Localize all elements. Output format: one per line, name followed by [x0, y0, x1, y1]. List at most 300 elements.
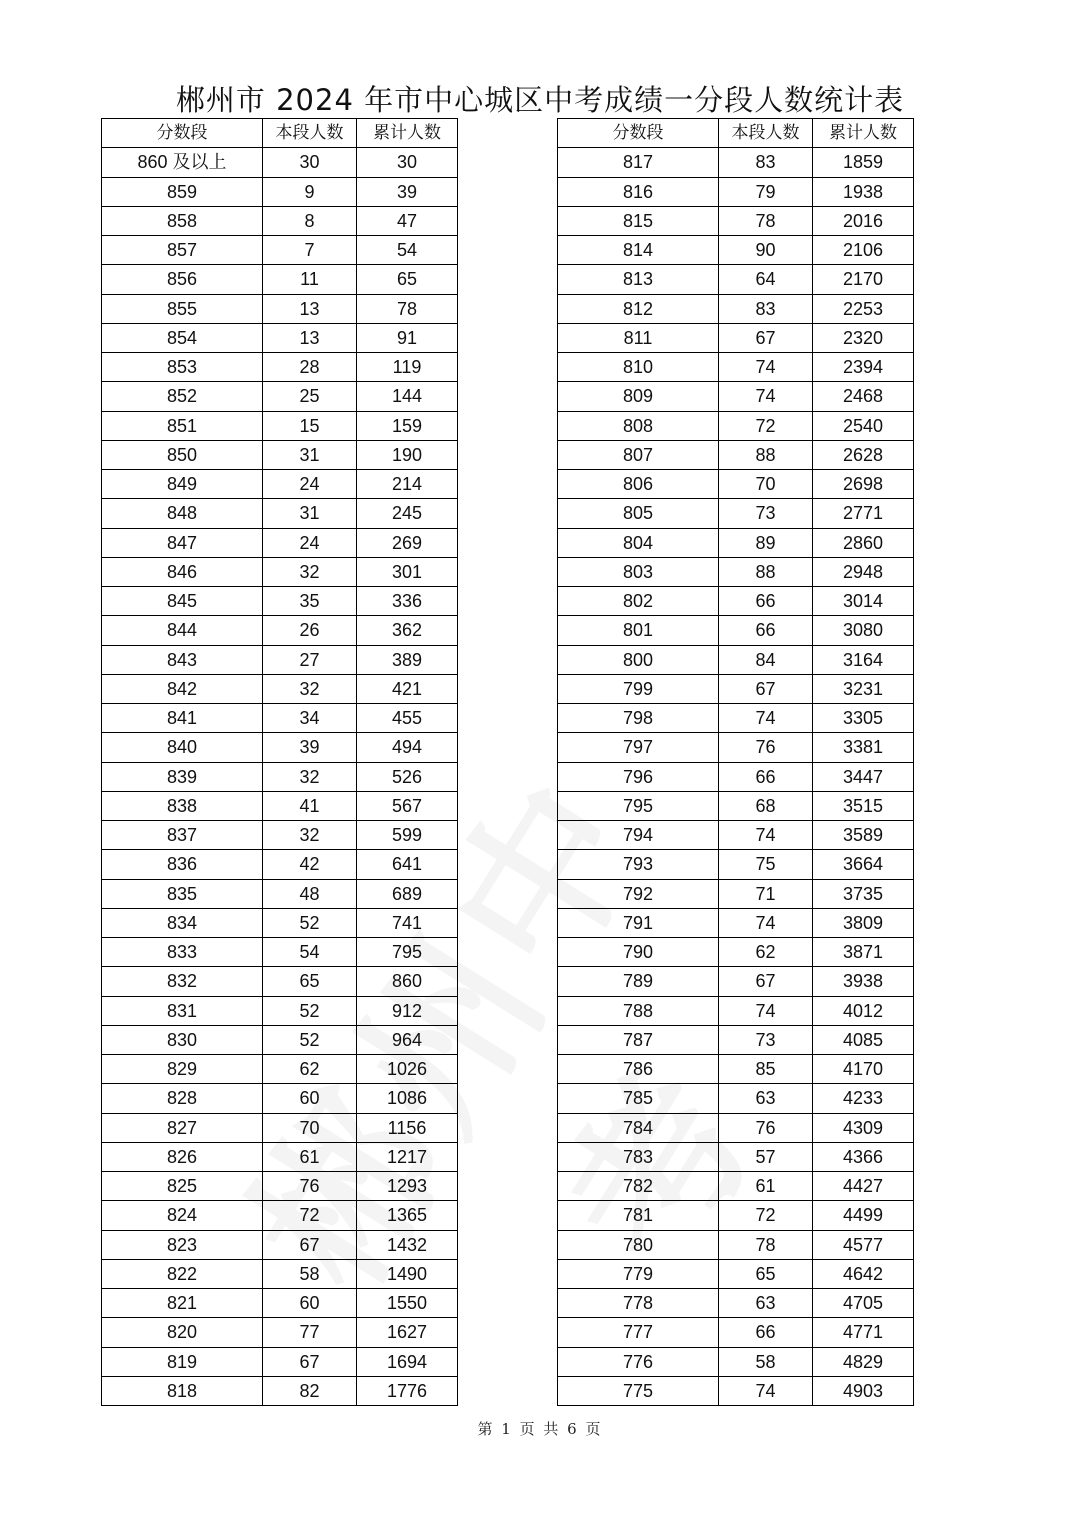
cell-score-range: 825: [102, 1172, 263, 1201]
cell-segment-count: 74: [719, 908, 813, 937]
cell-score-range: 799: [558, 674, 719, 703]
cell-cumulative-count: 526: [357, 762, 458, 791]
cell-score-range: 827: [102, 1113, 263, 1142]
cell-cumulative-count: 362: [357, 616, 458, 645]
table-row: [102, 557, 458, 586]
cell-segment-count: 30: [263, 148, 357, 177]
cell-segment-count: 62: [719, 938, 813, 967]
cell-segment-count: 66: [719, 1318, 813, 1347]
cell-cumulative-count: 2948: [813, 557, 914, 586]
cell-cumulative-count: 214: [357, 470, 458, 499]
table-row: [558, 1201, 914, 1230]
table-row: [558, 353, 914, 382]
header-score-range: 分数段: [558, 119, 719, 148]
cell-cumulative-count: 1365: [357, 1201, 458, 1230]
table-row: [558, 1025, 914, 1054]
cell-cumulative-count: 1490: [357, 1259, 458, 1288]
table-row: [102, 1289, 458, 1318]
table-row: [102, 791, 458, 820]
cell-score-range: 788: [558, 996, 719, 1025]
cell-segment-count: 76: [263, 1172, 357, 1201]
cell-cumulative-count: 2860: [813, 528, 914, 557]
table-row: [558, 557, 914, 586]
cell-score-range: 794: [558, 821, 719, 850]
cell-cumulative-count: 860: [357, 967, 458, 996]
cell-score-range: 836: [102, 850, 263, 879]
cell-score-range: 784: [558, 1113, 719, 1142]
cell-score-range: 820: [102, 1318, 263, 1347]
cell-cumulative-count: 91: [357, 323, 458, 352]
cell-segment-count: 60: [263, 1084, 357, 1113]
cell-score-range: 813: [558, 265, 719, 294]
cell-segment-count: 74: [719, 704, 813, 733]
cell-cumulative-count: 4012: [813, 996, 914, 1025]
header-segment-count: 本段人数: [263, 119, 357, 148]
cell-cumulative-count: 2698: [813, 470, 914, 499]
cell-score-range: 812: [558, 294, 719, 323]
cell-cumulative-count: 4427: [813, 1172, 914, 1201]
table-row: [102, 733, 458, 762]
cell-segment-count: 84: [719, 645, 813, 674]
header-cumulative-count: 累计人数: [357, 119, 458, 148]
table-row: [102, 382, 458, 411]
table-row: [558, 1318, 914, 1347]
cell-segment-count: 34: [263, 704, 357, 733]
page-footer: 第 1 页 共 6 页: [477, 1420, 603, 1438]
cell-segment-count: 63: [719, 1084, 813, 1113]
cell-score-range: 777: [558, 1318, 719, 1347]
cell-segment-count: 73: [719, 499, 813, 528]
cell-score-range: 805: [558, 499, 719, 528]
table-row: [102, 440, 458, 469]
cell-cumulative-count: 65: [357, 265, 458, 294]
cell-cumulative-count: 4309: [813, 1113, 914, 1142]
cell-cumulative-count: 3305: [813, 704, 914, 733]
cell-score-range: 775: [558, 1376, 719, 1405]
cell-cumulative-count: 1086: [357, 1084, 458, 1113]
table-row: [558, 587, 914, 616]
cell-score-range: 855: [102, 294, 263, 323]
cell-cumulative-count: 1156: [357, 1113, 458, 1142]
cell-segment-count: 83: [719, 294, 813, 323]
cell-segment-count: 88: [719, 557, 813, 586]
cell-cumulative-count: 4829: [813, 1347, 914, 1376]
table-row: [558, 294, 914, 323]
cell-score-range: 852: [102, 382, 263, 411]
cell-cumulative-count: 3938: [813, 967, 914, 996]
cell-segment-count: 88: [719, 440, 813, 469]
cell-segment-count: 48: [263, 879, 357, 908]
table-row: [558, 996, 914, 1025]
cell-cumulative-count: 741: [357, 908, 458, 937]
cell-cumulative-count: 54: [357, 236, 458, 265]
page-title: 郴州市 2024 年市中心城区中考成绩一分段人数统计表: [175, 83, 905, 117]
cell-cumulative-count: 245: [357, 499, 458, 528]
header-segment-count: 本段人数: [719, 119, 813, 148]
cell-score-range: 854: [102, 323, 263, 352]
cell-cumulative-count: 494: [357, 733, 458, 762]
cell-segment-count: 73: [719, 1025, 813, 1054]
cell-cumulative-count: 4771: [813, 1318, 914, 1347]
cell-cumulative-count: 336: [357, 587, 458, 616]
table-row: [558, 470, 914, 499]
table-row: [558, 1113, 914, 1142]
cell-score-range: 776: [558, 1347, 719, 1376]
cell-segment-count: 68: [719, 791, 813, 820]
table-row: [558, 177, 914, 206]
cell-cumulative-count: 421: [357, 674, 458, 703]
cell-segment-count: 74: [719, 353, 813, 382]
cell-cumulative-count: 1859: [813, 148, 914, 177]
cell-segment-count: 76: [719, 1113, 813, 1142]
table-row: [102, 177, 458, 206]
cell-segment-count: 74: [719, 996, 813, 1025]
cell-score-range: 838: [102, 791, 263, 820]
cell-segment-count: 61: [263, 1142, 357, 1171]
cell-score-range: 806: [558, 470, 719, 499]
cell-cumulative-count: 3231: [813, 674, 914, 703]
cell-segment-count: 67: [719, 967, 813, 996]
cell-score-range: 824: [102, 1201, 263, 1230]
cell-segment-count: 77: [263, 1318, 357, 1347]
cell-score-range: 853: [102, 353, 263, 382]
cell-score-range: 783: [558, 1142, 719, 1171]
cell-score-range: 814: [558, 236, 719, 265]
cell-cumulative-count: 144: [357, 382, 458, 411]
cell-segment-count: 72: [719, 411, 813, 440]
cell-cumulative-count: 4499: [813, 1201, 914, 1230]
table-row: [102, 411, 458, 440]
table-row: [558, 1142, 914, 1171]
cell-cumulative-count: 2016: [813, 206, 914, 235]
cell-cumulative-count: 301: [357, 557, 458, 586]
table-row: [558, 1172, 914, 1201]
cell-cumulative-count: 4233: [813, 1084, 914, 1113]
cell-score-range: 845: [102, 587, 263, 616]
cell-segment-count: 65: [719, 1259, 813, 1288]
table-row: [558, 850, 914, 879]
cell-segment-count: 67: [263, 1230, 357, 1259]
cell-cumulative-count: 4705: [813, 1289, 914, 1318]
cell-segment-count: 32: [263, 821, 357, 850]
cell-cumulative-count: 78: [357, 294, 458, 323]
cell-segment-count: 83: [719, 148, 813, 177]
table-row: [558, 440, 914, 469]
cell-segment-count: 65: [263, 967, 357, 996]
cell-cumulative-count: 1694: [357, 1347, 458, 1376]
score-table-right: [557, 118, 914, 1406]
cell-score-range: 828: [102, 1084, 263, 1113]
cell-score-range: 819: [102, 1347, 263, 1376]
cell-cumulative-count: 47: [357, 206, 458, 235]
cell-score-range: 782: [558, 1172, 719, 1201]
cell-score-range: 837: [102, 821, 263, 850]
cell-segment-count: 76: [719, 733, 813, 762]
cell-score-range: 810: [558, 353, 719, 382]
cell-segment-count: 70: [263, 1113, 357, 1142]
table-row: [558, 1055, 914, 1084]
cell-cumulative-count: 3664: [813, 850, 914, 879]
cell-cumulative-count: 3381: [813, 733, 914, 762]
cell-score-range: 856: [102, 265, 263, 294]
cell-cumulative-count: 119: [357, 353, 458, 382]
table-row: [102, 645, 458, 674]
table-row: [102, 587, 458, 616]
table-row: [558, 704, 914, 733]
cell-segment-count: 58: [719, 1347, 813, 1376]
cell-score-range: 804: [558, 528, 719, 557]
cell-cumulative-count: 1627: [357, 1318, 458, 1347]
cell-segment-count: 42: [263, 850, 357, 879]
cell-score-range: 848: [102, 499, 263, 528]
cell-score-range: 809: [558, 382, 719, 411]
table-row: [558, 908, 914, 937]
table-row: [102, 762, 458, 791]
cell-cumulative-count: 190: [357, 440, 458, 469]
table-row: [558, 762, 914, 791]
cell-segment-count: 74: [719, 1376, 813, 1405]
cell-score-range: 829: [102, 1055, 263, 1084]
cell-cumulative-count: 1550: [357, 1289, 458, 1318]
cell-segment-count: 85: [719, 1055, 813, 1084]
cell-cumulative-count: 3735: [813, 879, 914, 908]
table-row: [558, 1289, 914, 1318]
table-row: [102, 323, 458, 352]
table-row: [558, 1230, 914, 1259]
table-row: [102, 1025, 458, 1054]
cell-score-range: 858: [102, 206, 263, 235]
cell-segment-count: 11: [263, 265, 357, 294]
cell-cumulative-count: 3164: [813, 645, 914, 674]
cell-score-range: 844: [102, 616, 263, 645]
cell-cumulative-count: 3515: [813, 791, 914, 820]
cell-cumulative-count: 4366: [813, 1142, 914, 1171]
cell-score-range: 795: [558, 791, 719, 820]
cell-cumulative-count: 1026: [357, 1055, 458, 1084]
table-row: [102, 236, 458, 265]
cell-score-range: 811: [558, 323, 719, 352]
table-row: [558, 206, 914, 235]
cell-cumulative-count: 455: [357, 704, 458, 733]
cell-segment-count: 71: [719, 879, 813, 908]
table-row: [558, 148, 914, 177]
cell-segment-count: 78: [719, 1230, 813, 1259]
cell-score-range: 797: [558, 733, 719, 762]
cell-segment-count: 27: [263, 645, 357, 674]
cell-segment-count: 82: [263, 1376, 357, 1405]
cell-score-range: 817: [558, 148, 719, 177]
cell-segment-count: 24: [263, 470, 357, 499]
table-row: [558, 265, 914, 294]
cell-score-range: 833: [102, 938, 263, 967]
cell-cumulative-count: 4577: [813, 1230, 914, 1259]
table-row: [102, 674, 458, 703]
cell-score-range: 791: [558, 908, 719, 937]
cell-segment-count: 74: [719, 821, 813, 850]
table-row: [102, 1172, 458, 1201]
table-row: [558, 674, 914, 703]
cell-score-range: 830: [102, 1025, 263, 1054]
cell-cumulative-count: 3447: [813, 762, 914, 791]
table-row: [558, 616, 914, 645]
cell-segment-count: 52: [263, 908, 357, 937]
cell-score-range: 860 及以上: [102, 148, 263, 177]
table-row: [558, 1347, 914, 1376]
cell-segment-count: 67: [719, 323, 813, 352]
table-row: [102, 470, 458, 499]
table-row: [102, 704, 458, 733]
cell-segment-count: 26: [263, 616, 357, 645]
cell-score-range: 823: [102, 1230, 263, 1259]
cell-cumulative-count: 1293: [357, 1172, 458, 1201]
table-row: [102, 1084, 458, 1113]
cell-score-range: 816: [558, 177, 719, 206]
cell-score-range: 801: [558, 616, 719, 645]
cell-cumulative-count: 2106: [813, 236, 914, 265]
table-row: [102, 616, 458, 645]
cell-segment-count: 66: [719, 616, 813, 645]
cell-score-range: 826: [102, 1142, 263, 1171]
table-row: [558, 382, 914, 411]
table-row: [102, 148, 458, 177]
cell-segment-count: 72: [263, 1201, 357, 1230]
cell-cumulative-count: 39: [357, 177, 458, 206]
cell-cumulative-count: 4085: [813, 1025, 914, 1054]
header-cumulative-count: 累计人数: [813, 119, 914, 148]
cell-cumulative-count: 599: [357, 821, 458, 850]
cell-score-range: 849: [102, 470, 263, 499]
table-row: [102, 821, 458, 850]
cell-score-range: 787: [558, 1025, 719, 1054]
cell-cumulative-count: 689: [357, 879, 458, 908]
cell-segment-count: 13: [263, 294, 357, 323]
cell-score-range: 796: [558, 762, 719, 791]
table-row: [558, 821, 914, 850]
table-row: [558, 411, 914, 440]
cell-cumulative-count: 795: [357, 938, 458, 967]
cell-segment-count: 39: [263, 733, 357, 762]
cell-segment-count: 58: [263, 1259, 357, 1288]
cell-score-range: 818: [102, 1376, 263, 1405]
table-row: [102, 1142, 458, 1171]
cell-cumulative-count: 389: [357, 645, 458, 674]
cell-cumulative-count: 1776: [357, 1376, 458, 1405]
cell-score-range: 859: [102, 177, 263, 206]
table-row: [558, 1376, 914, 1405]
cell-segment-count: 78: [719, 206, 813, 235]
cell-score-range: 789: [558, 967, 719, 996]
cell-score-range: 841: [102, 704, 263, 733]
score-table-left: [101, 118, 458, 1406]
cell-segment-count: 79: [719, 177, 813, 206]
cell-score-range: 851: [102, 411, 263, 440]
cell-cumulative-count: 3589: [813, 821, 914, 850]
cell-cumulative-count: 3080: [813, 616, 914, 645]
cell-segment-count: 67: [719, 674, 813, 703]
table-row: [558, 791, 914, 820]
cell-segment-count: 66: [719, 587, 813, 616]
table-row: [558, 499, 914, 528]
cell-score-range: 821: [102, 1289, 263, 1318]
cell-score-range: 840: [102, 733, 263, 762]
table-row: [558, 645, 914, 674]
cell-score-range: 847: [102, 528, 263, 557]
cell-segment-count: 8: [263, 206, 357, 235]
table-row: [102, 294, 458, 323]
cell-score-range: 807: [558, 440, 719, 469]
cell-segment-count: 70: [719, 470, 813, 499]
cell-segment-count: 72: [719, 1201, 813, 1230]
cell-cumulative-count: 1938: [813, 177, 914, 206]
cell-segment-count: 31: [263, 440, 357, 469]
table-row: [102, 353, 458, 382]
cell-segment-count: 54: [263, 938, 357, 967]
table-row: [102, 528, 458, 557]
table-row: [558, 323, 914, 352]
cell-score-range: 832: [102, 967, 263, 996]
table-row: [558, 528, 914, 557]
cell-cumulative-count: 2170: [813, 265, 914, 294]
cell-segment-count: 63: [719, 1289, 813, 1318]
cell-score-range: 843: [102, 645, 263, 674]
table-row: [102, 206, 458, 235]
cell-cumulative-count: 2628: [813, 440, 914, 469]
table-row: [102, 996, 458, 1025]
cell-segment-count: 25: [263, 382, 357, 411]
cell-cumulative-count: 2540: [813, 411, 914, 440]
table-row: [102, 1201, 458, 1230]
cell-segment-count: 41: [263, 791, 357, 820]
table-row: [558, 733, 914, 762]
cell-score-range: 780: [558, 1230, 719, 1259]
table-row: [558, 967, 914, 996]
table-row: [102, 1113, 458, 1142]
cell-segment-count: 24: [263, 528, 357, 557]
cell-segment-count: 67: [263, 1347, 357, 1376]
cell-cumulative-count: 4642: [813, 1259, 914, 1288]
cell-score-range: 839: [102, 762, 263, 791]
header-row: [558, 119, 914, 148]
cell-segment-count: 32: [263, 762, 357, 791]
cell-cumulative-count: 1432: [357, 1230, 458, 1259]
cell-cumulative-count: 641: [357, 850, 458, 879]
table-row: [102, 879, 458, 908]
table-row: [102, 908, 458, 937]
cell-cumulative-count: 2320: [813, 323, 914, 352]
cell-segment-count: 28: [263, 353, 357, 382]
cell-score-range: 842: [102, 674, 263, 703]
cell-score-range: 785: [558, 1084, 719, 1113]
cell-cumulative-count: 964: [357, 1025, 458, 1054]
cell-segment-count: 60: [263, 1289, 357, 1318]
cell-score-range: 781: [558, 1201, 719, 1230]
cell-score-range: 808: [558, 411, 719, 440]
cell-score-range: 803: [558, 557, 719, 586]
cell-cumulative-count: 3809: [813, 908, 914, 937]
cell-cumulative-count: 1217: [357, 1142, 458, 1171]
cell-cumulative-count: 2253: [813, 294, 914, 323]
cell-cumulative-count: 269: [357, 528, 458, 557]
cell-cumulative-count: 912: [357, 996, 458, 1025]
cell-score-range: 790: [558, 938, 719, 967]
cell-segment-count: 57: [719, 1142, 813, 1171]
cell-segment-count: 66: [719, 762, 813, 791]
cell-segment-count: 89: [719, 528, 813, 557]
cell-segment-count: 64: [719, 265, 813, 294]
cell-cumulative-count: 2468: [813, 382, 914, 411]
cell-segment-count: 31: [263, 499, 357, 528]
cell-score-range: 800: [558, 645, 719, 674]
